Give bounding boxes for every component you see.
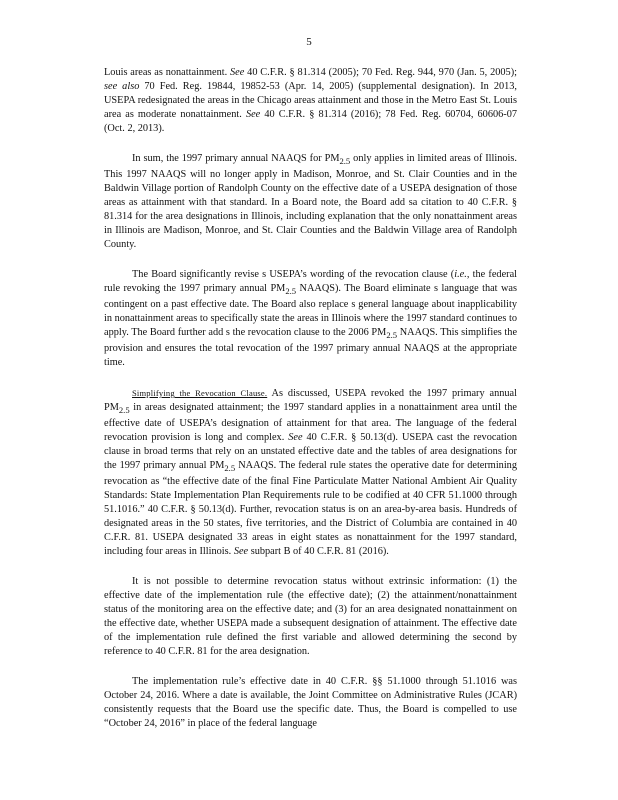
document-body — [104, 66, 517, 747]
body-paragraph — [104, 268, 517, 370]
citation-signal: See — [233, 546, 249, 558]
text-run: NAAQS. This simplifies the provision and ensures the total revocation of the 1997 primary annual NAAQS at the appropriate time. — [104, 327, 518, 369]
body-paragraph — [104, 575, 517, 659]
subscript: 2.5 — [386, 330, 398, 341]
body-paragraph — [104, 152, 517, 252]
text-run: It is not possible to determine revocation status without extrinsic information: (1) the effective date of the implementation rule (the effective date); (2) the attainment/nonattainment status of the monitoring area on the effective date; and (3) for an area designated nonattainment on the effective date, whether USEPA made a subsequent designation of attainment. The effective date of the implementation rule defined the first variable and allowed determining the second by reference to 40 C.F.R. 81 for the area designation. — [104, 576, 517, 658]
text-run: in areas designated attainment; the 1997 standard applies in a nonattainment area until the effective date of USEPA’s designation of attainment for that area. The language of the federal revocation provision is long and complex. — [104, 402, 517, 444]
text-run: As discussed, USEPA revoked the 1997 primary annual PM — [104, 388, 517, 414]
citation-signal: See — [288, 432, 303, 444]
subscript: 2.5 — [285, 286, 297, 297]
text-run: The Board significantly revise s USEPA’s wording of the revocation clause ( — [132, 269, 455, 281]
body-paragraph — [104, 66, 517, 136]
subscript: 2.5 — [339, 156, 351, 167]
section-subheading: Simplifying the Revocation Clause. — [132, 388, 268, 399]
text-run: 40 C.F.R. § 81.314 (2016); 78 Fed. Reg. 60704, 60606-07 (Oct. 2, 2013). — [104, 109, 517, 134]
citation-signal: See — [230, 67, 245, 78]
text-run: 70 Fed. Reg. 19844, 19852-53 (Apr. 14, 2005) (supplemental designation). In 2013, USEPA redesignated the areas in the Chicago areas attainment and those in the Metro East St. Louis area as moderate nonattainment. — [104, 81, 517, 120]
subscript: 2.5 — [118, 405, 130, 416]
text-run: NAAQS). The Board eliminate s language that was contingent on a past effective date. The Board also replace s general language about inapplicability in nonattainment areas to specifically state the areas in Illinois where the 1997 standard continues to apply. The Board further add s the revocation clause to the 2006 PM — [104, 283, 517, 339]
citation-signal: See — [245, 109, 261, 120]
body-paragraph — [104, 386, 517, 559]
text-run: only applies in limited areas of Illinois. This 1997 NAAQS will no longer apply in Madison, Monroe, and St. Clair Counties and in the Baldwin Village portion of Randolph County on the effective date of a USEPA designation of those areas as attainment with that standard. In a Board note, the Board add sa citation to 40 C.F.R. § 81.314 for the area designations in Illinois, including explanation that the only nonattainment areas in Illinois are Madison, Monroe, and St. Clair Counties and the Baldwin Village area of Randolph County. — [104, 153, 517, 251]
citation-signal: i.e. — [454, 269, 467, 281]
text-run: 40 C.F.R. § 50.13(d). USEPA cast the revocation clause in broad terms that rely on an unstated effective date and the tables of area designations for the 1997 primary annual PM — [104, 432, 517, 472]
text-run: , the federal rule revoking the 1997 primary annual PM — [104, 269, 517, 295]
page-number: 5 — [306, 36, 312, 48]
citation-signal: see also — [104, 81, 140, 92]
text-run: In sum, the 1997 primary annual NAAQS for PM — [132, 153, 340, 164]
text-run: subpart B of 40 C.F.R. 81 (2016). — [248, 546, 389, 558]
text-run: Louis areas as nonattainment. — [104, 67, 231, 78]
text-run: NAAQS. The federal rule states the operative date for determining revocation as “the effective date of the final Fine Particulate Matter National Ambient Air Quality Standards: State Implementation Plan Requirements rule to be codified at 40 CFR 51.1000 through 51.1016.” 40 C.F.R. § 50.13(d). Further, revocation status is on an area-by-area basis. Hundreds of designated areas in the 50 states, five territories, and the District of Columbia are contained in 40 C.F.R. 81. USEPA designated 33 areas in eight states as nonattainment for the 1997 standard, including four areas in Illinois. — [104, 460, 517, 558]
text-run: The implementation rule’s effective date in 40 C.F.R. §§ 51.1000 through 51.1016 was October 24, 2016. Where a date is available, the Joint Committee on Administrative Rules (JCAR) consistently requests that the Board use the specific date. Thus, the Board is compelled to use “October 24, 2016” in place of the federal language — [104, 676, 517, 730]
body-paragraph — [104, 675, 517, 731]
subscript: 2.5 — [224, 463, 236, 474]
text-run: 40 C.F.R. § 81.314 (2005); 70 Fed. Reg. 944, 970 (Jan. 5, 2005); — [244, 67, 517, 78]
